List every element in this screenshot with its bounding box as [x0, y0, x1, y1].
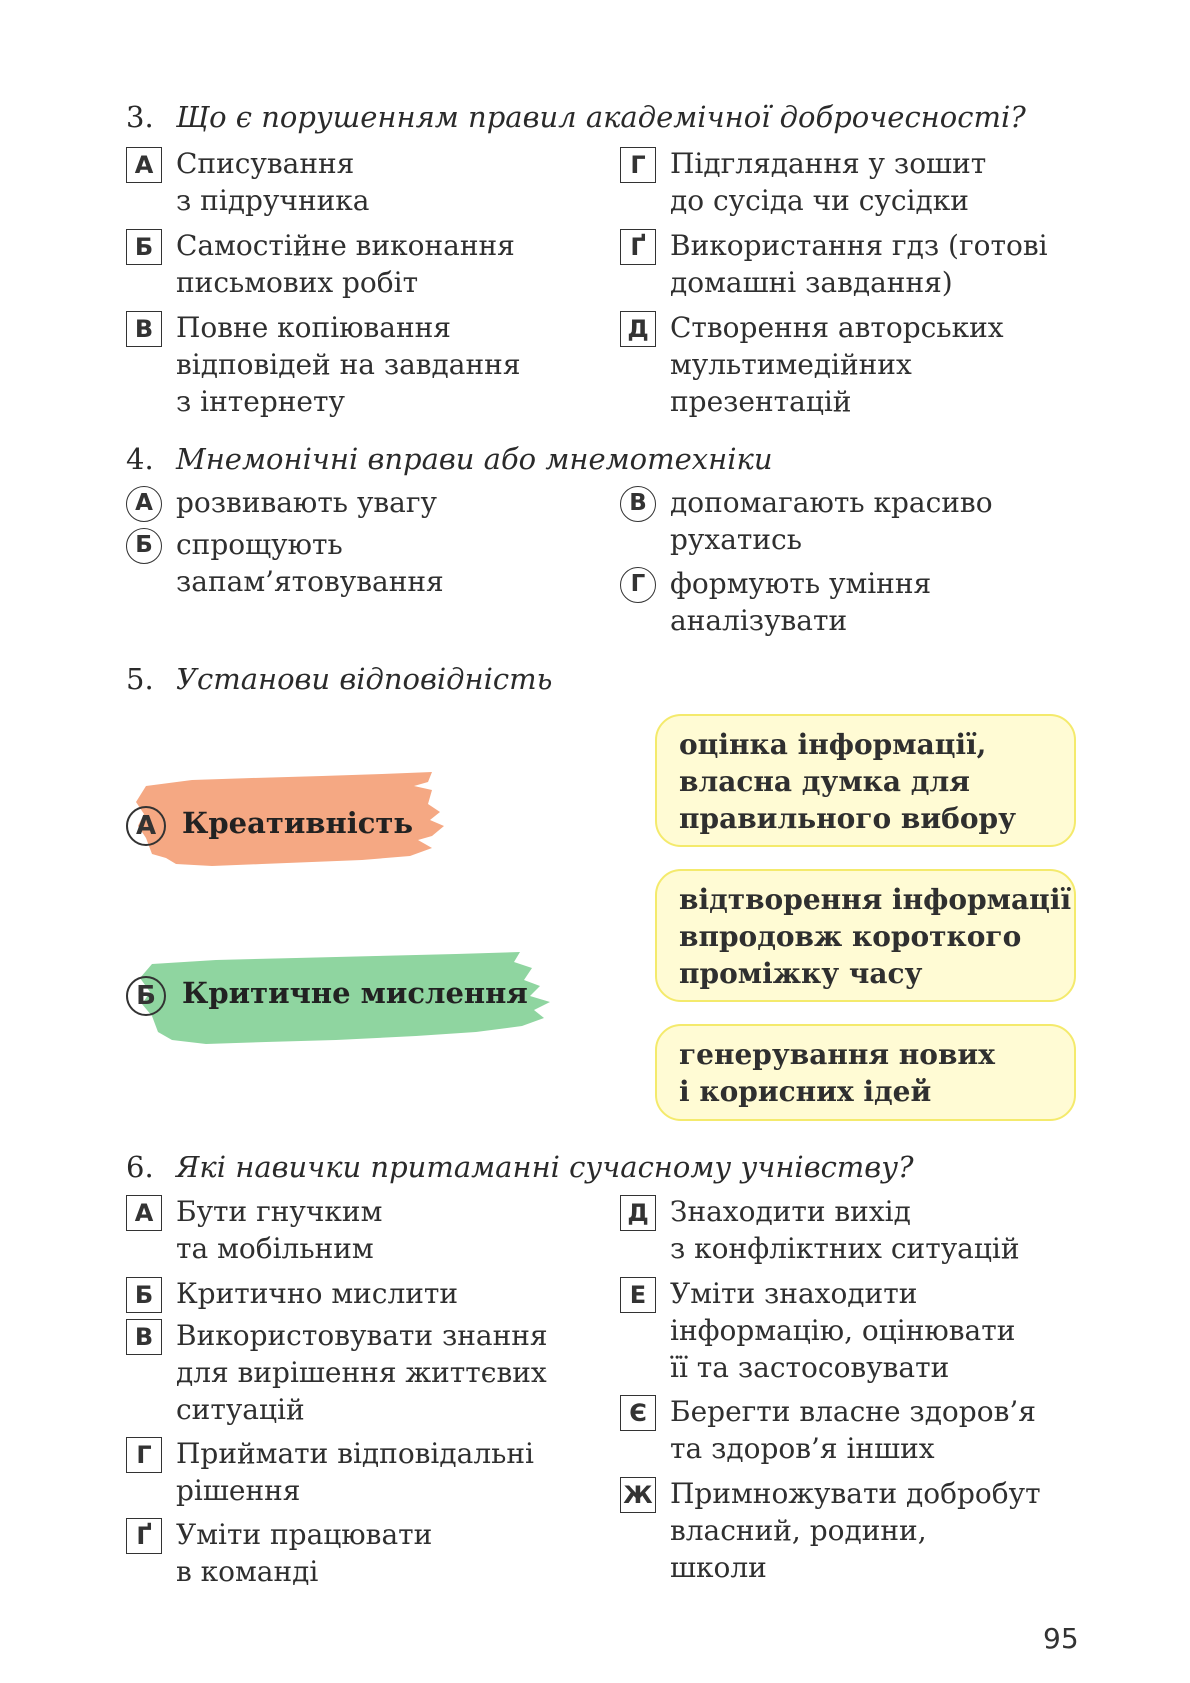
- definition-line: впродовж короткого: [679, 920, 1022, 953]
- question-4-title: [126, 442, 773, 476]
- option-text: Уміти працювати в команді: [176, 1518, 433, 1588]
- option-text: Списування з підручника: [176, 147, 370, 217]
- answer-box-d[interactable]: Д: [620, 1195, 656, 1231]
- question-text: Що є порушенням правил академічної доброчесності?: [176, 100, 1026, 134]
- concept-label-creativity: Креативність: [182, 806, 414, 840]
- page-number: 95: [1043, 1622, 1079, 1655]
- definition-line: власна думка для: [679, 765, 970, 798]
- question-number: 6.: [126, 1150, 154, 1184]
- answer-box-zh[interactable]: Ж: [620, 1477, 656, 1513]
- concept-label-critical-thinking: Критичне мислення: [182, 976, 528, 1010]
- option-text: Критично мислити: [176, 1277, 459, 1310]
- answer-box-v[interactable]: В: [126, 311, 162, 347]
- question-text: Які навички притаманні сучасному учнівству?: [176, 1150, 914, 1184]
- option-text: Примножувати добробут власний, родини, школи: [670, 1477, 1041, 1584]
- answer-box-a[interactable]: А: [126, 147, 162, 183]
- definition-line: оцінка інформації,: [679, 728, 987, 761]
- option-text: Підглядання у зошит до сусіда чи сусідки: [670, 147, 987, 217]
- option-text: розвивають увагу: [176, 486, 438, 519]
- option-text: спрощують запам’ятовування: [176, 528, 444, 598]
- question-6-title: [126, 1150, 914, 1184]
- definition-line: проміжку часу: [679, 957, 923, 990]
- option-text: Самостійне виконання письмових робіт: [176, 229, 515, 299]
- answer-box-h[interactable]: Г: [126, 1437, 162, 1473]
- option-text: Приймати відповідальні рішення: [176, 1437, 534, 1507]
- definition-line: правильного вибору: [679, 802, 1017, 835]
- option-text: Берегти власне здоров’я та здоров’я інших: [670, 1395, 1036, 1465]
- definition-card[interactable]: [655, 714, 1076, 847]
- answer-circle-h[interactable]: Г: [620, 567, 656, 603]
- answer-circle-b[interactable]: Б: [126, 528, 162, 564]
- question-text: Мнемонічні вправи або мнемотехніки: [176, 442, 773, 476]
- answer-box-b[interactable]: Б: [126, 1277, 162, 1313]
- option-text: Бути гнучким та мобільним: [176, 1195, 383, 1265]
- option-text: Створення авторських мультимедійних презентацій: [670, 311, 1004, 418]
- question-number: 3.: [126, 100, 154, 134]
- answer-box-d[interactable]: Д: [620, 311, 656, 347]
- definition-line: відтворення інформації: [679, 883, 1072, 916]
- answer-box-e[interactable]: Е: [620, 1277, 656, 1313]
- question-number: 4.: [126, 442, 154, 476]
- answer-box-g[interactable]: Ґ: [620, 229, 656, 265]
- option-text: Уміти знаходити інформацію, оцінювати її та застосовувати: [670, 1277, 1016, 1384]
- concept-circle-a[interactable]: А: [126, 806, 166, 846]
- option-text: Знаходити вихід з конфліктних ситуацій: [670, 1195, 1020, 1265]
- question-text: Установи відповідність: [176, 662, 553, 696]
- answer-circle-v[interactable]: В: [620, 486, 656, 522]
- answer-box-ye[interactable]: Є: [620, 1395, 656, 1431]
- option-text: Використовувати знання для вирішення життєвих ситуацій: [176, 1319, 548, 1426]
- answer-box-v[interactable]: В: [126, 1319, 162, 1355]
- answer-box-a[interactable]: А: [126, 1195, 162, 1231]
- question-5-title: [126, 662, 552, 696]
- answer-box-h[interactable]: Г: [620, 147, 656, 183]
- question-number: 5.: [126, 662, 154, 696]
- option-text: Повне копіювання відповідей на завдання з інтернету: [176, 311, 521, 418]
- definition-line: і корисних ідей: [679, 1075, 932, 1108]
- question-3-title: [126, 100, 1026, 134]
- answer-box-b[interactable]: Б: [126, 229, 162, 265]
- option-text: Використання гдз (готові домашні завдання): [670, 229, 1048, 299]
- option-text: допомагають красиво рухатись: [670, 486, 993, 556]
- definition-card[interactable]: [655, 869, 1076, 1002]
- answer-circle-a[interactable]: А: [126, 486, 162, 522]
- concept-circle-b[interactable]: Б: [126, 976, 166, 1016]
- option-text: формують уміння аналізувати: [670, 567, 932, 637]
- answer-box-g[interactable]: Ґ: [126, 1518, 162, 1554]
- definition-line: генерування нових: [679, 1038, 995, 1071]
- definition-card[interactable]: [655, 1024, 1076, 1121]
